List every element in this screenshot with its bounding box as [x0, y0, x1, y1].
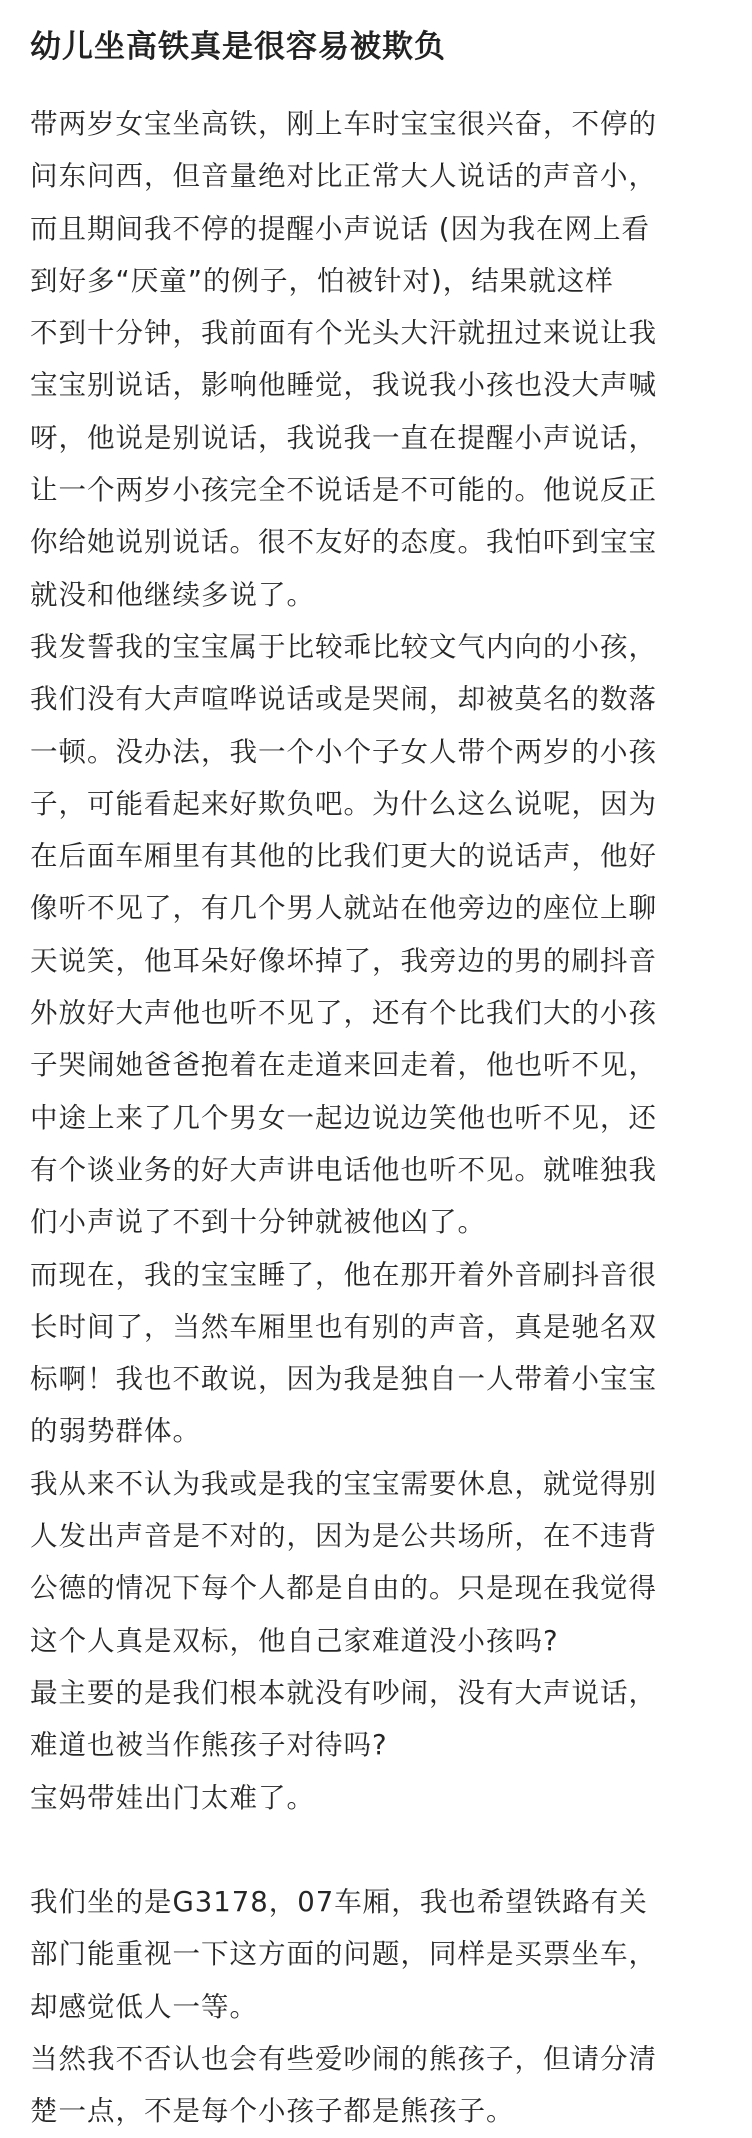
body-line: 我发誓我的宝宝属于比较乖比较文气内向的小孩， [30, 630, 657, 663]
post-body [30, 98, 722, 2138]
body-line: 当然我不否认也会有些爱吵闹的熊孩子，但请分清 [30, 2042, 657, 2075]
body-line: 一顿。没办法，我一个小个子女人带个两岁的小孩 [30, 735, 657, 768]
body-line: 宝妈带娃出门太难了。 [30, 1781, 315, 1814]
body-line: 我们坐的是G3178，07车厢，我也希望铁路有关 [30, 1886, 648, 1919]
body-line: 问东问西，但音量绝对比正常大人说话的声音小， [30, 160, 657, 193]
body-line: 宝宝别说话，影响他睡觉，我说我小孩也没大声喊 [30, 369, 657, 402]
body-line: 带两岁女宝坐高铁，刚上车时宝宝很兴奋，不停的 [30, 108, 657, 140]
body-line: 而现在，我的宝宝睡了，他在那开着外音刷抖音很 [30, 1258, 657, 1291]
body-line: 标啊！我也不敢说，因为我是独自一人带着小宝宝 [30, 1363, 657, 1396]
body-line: 外放好大声他也听不见了，还有个比我们大的小孩 [30, 997, 657, 1030]
body-line: 最主要的是我们根本就没有吵闹，没有大声说话， [30, 1676, 657, 1709]
body-line: 们小声说了不到十分钟就被他凶了。 [30, 1206, 486, 1239]
body-line: 不到十分钟，我前面有个光头大汗就扭过来说让我 [30, 317, 657, 350]
body-line: 在后面车厢里有其他的比我们更大的说话声，他好 [30, 840, 657, 873]
body-line: 却感觉低人一等。 [30, 1990, 258, 2023]
body-line: 长时间了，当然车厢里也有别的声音，真是驰名双 [30, 1310, 657, 1343]
body-line: 人发出声音是不对的，因为是公共场所，在不违背 [30, 1520, 657, 1553]
body-line: 就没和他继续多说了。 [30, 578, 315, 611]
body-line: 呀，他说是别说话，我说我一直在提醒小声说话， [30, 421, 657, 454]
body-line: 部门能重视一下这方面的问题，同样是买票坐车， [30, 1938, 657, 1971]
body-line: 你给她说别说话。很不友好的态度。我怕吓到宝宝 [30, 526, 657, 559]
body-line: 我们没有大声喧哗说话或是哭闹，却被莫名的数落 [30, 683, 657, 716]
body-line: 有个谈业务的好大声讲电话他也听不见。就唯独我 [30, 1153, 657, 1186]
body-line: 像听不见了，有几个男人就站在他旁边的座位上聊 [30, 892, 657, 925]
body-line: 而且期间我不停的提醒小声说话 (因为我在网上看 [30, 212, 650, 245]
body-line: 楚一点，不是每个小孩子都是熊孩子。 [30, 2095, 515, 2128]
body-line: 中途上来了几个男女一起边说边笑他也听不见，还 [30, 1101, 657, 1134]
body-line: 子哭闹她爸爸抱着在走道来回走着，他也听不见， [30, 1049, 657, 1082]
body-line: 子，可能看起来好欺负吧。为什么这么说呢，因为 [30, 787, 657, 820]
blank-line [30, 1824, 722, 1876]
body-line: 的弱势群体。 [30, 1415, 201, 1448]
body-line: 这个人真是双标，他自己家难道没小孩吗? [30, 1624, 559, 1657]
body-line: 我从来不认为我或是我的宝宝需要休息，就觉得别 [30, 1467, 657, 1500]
body-line: 天说笑，他耳朵好像坏掉了，我旁边的男的刷抖音 [30, 944, 657, 977]
post-title: 幼儿坐高铁真是很容易被欺负 [30, 29, 446, 65]
body-line: 公德的情况下每个人都是自由的。只是现在我觉得 [30, 1572, 657, 1605]
body-line: 到好多“厌童”的例子，怕被针对)，结果就这样 [30, 264, 614, 297]
body-line: 让一个两岁小孩完全不说话是不可能的。他说反正 [30, 474, 657, 507]
body-line: 难道也被当作熊孩子对待吗? [30, 1729, 388, 1762]
